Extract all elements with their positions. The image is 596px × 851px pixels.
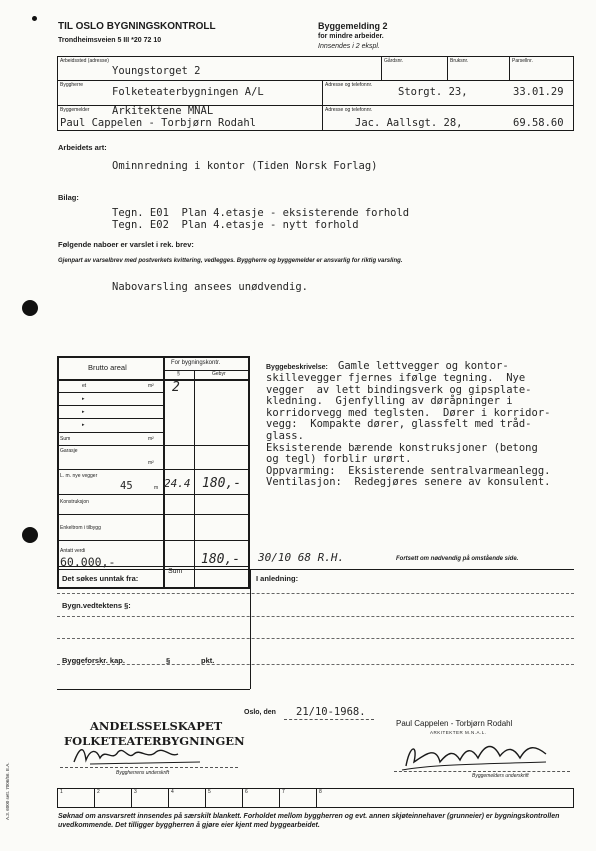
grid-cell-number: 6 [245,789,248,795]
description-label: Byggebeskrivelse: [266,364,328,371]
description-line: Eksisterende bærende konstruksjoner (betong [266,441,538,454]
work-value: Ominnredning i kontor (Tiden Norsk Forlag) [112,160,378,172]
bruksnr-label: Bruksnr. [450,58,469,64]
neighbors-notice: Gjenpart av varselbrev med postverkets kvittering, vedlegges. Byggherre og byggemelder er ansvarlig for riktig varsling. [58,258,403,264]
owner-address-label: Adresse og telefonnr. [325,82,373,88]
walls-paragraph: 24.4 [164,477,191,490]
grid-cell-number: 2 [97,789,100,795]
attachment-2: Tegn. E02 Plan 4.etasje - nytt forhold [112,219,359,231]
bottom-grid-cells [57,788,574,808]
approval-stamp: 30/10 68 R.H. [258,551,345,564]
punch-hole-top [22,300,38,316]
section-label: § [166,656,171,665]
parsellnr-label: Parsellnr. [512,58,533,64]
continue-note: Fortsett om nødvendig på omstående side. [396,556,519,562]
construction-label: Konstruksjon [60,499,89,505]
applicant-phone-value: 69.58.60 [513,117,564,129]
fees-header: For bygningskontr. [171,360,221,366]
owner-address-value: Storgt. 23, [398,86,468,98]
authority-address: Trondheimsveien 5 III *20 72 10 [58,37,162,44]
applicant-stamp: Paul Cappelen - Torbjørn Rodahl [396,719,513,728]
grid-cell-number: 4 [171,789,174,795]
planning-label: Byggeforskr. kap. [62,656,125,665]
grid-cell-number: 5 [208,789,211,795]
owner-signature-image [70,742,230,768]
neighbors-label: Følgende naboer er varslet i rek. brev: [58,240,194,249]
garage-label: Garasje [60,448,78,454]
total-fee: 180,- [201,552,241,567]
owner-label: Byggherre [60,82,84,88]
description-line: skillevegger fjernes ifølge tegning. Nye [266,372,526,384]
row2-marker: ▸ [82,396,85,402]
form-subtitle: for mindre arbeider. [318,33,384,40]
side-print: A.3. 6000 sett. 7006/56. E.A. [5,762,10,820]
applicant-signature-image [396,736,566,774]
row-et-label: et [82,383,87,389]
occasion-label: I anledning: [256,574,299,583]
owner-phone-value: 33.01.29 [513,86,564,98]
fee-row1-value: 2 [172,380,180,395]
description-line: vegger av lett bindingsverk og gipsplate- [266,383,532,396]
value-label: Antatt verdi [60,548,86,554]
fees-paragraph-header: § [177,371,180,377]
site-value: Youngstorget 2 [112,65,201,77]
grid-cell-number: 7 [282,789,285,795]
site-label: Arbeidssted (adresse) [60,58,109,64]
owner-stamp-line2: FOLKETEATERBYGNINGEN [64,734,245,748]
applicant-stamp-sub: ARKITEKTER M.N.A.L. [430,730,487,735]
row3-marker: ▸ [82,409,85,415]
applicant-line2: Paul Cappelen - Torbjørn Rodahl [60,117,256,129]
owner-value: Folketeaterbygningen A/L [112,86,264,98]
sum-label: Sum [60,436,71,442]
description-line: kledning. Gjenfylling av døråpninger i [266,395,513,408]
garage-m2-unit: m² [148,460,154,466]
applicant-address-label: Adresse og telefonnr. [325,107,373,113]
form-instruction: Innsendes i 2 ekspl. [318,43,380,50]
walls-label: L. m. nye vegger [60,473,98,479]
grid-cell-number: 1 [60,789,63,795]
footer-note: Søknad om ansvarsrett innsendes på særskilt blankett. Forholdet mellom byggherren og evt. annen skjøteinnehaver (grunneier) er bygningskontrollen uvedkommende. Det tilligger byggherren å gjøre eier kjent med byggearbeidet. [58,813,560,830]
attachment-1: Tegn. E01 Plan 4.etasje - eksisterende forhold [112,207,410,219]
point-label: pkt. [201,656,215,665]
value-amount: 60.000,- [60,555,116,569]
corner-dot [32,16,37,21]
grid-cell-number: 3 [134,789,137,795]
applicant-signature-label: Byggemelders underskrift [472,773,529,779]
grid-cell-number: 8 [319,789,322,795]
place-label: Oslo, den [244,709,276,716]
description-line: og tegl) forblir urørt. [266,453,412,466]
signature-date: 21/10-1968. [296,706,366,718]
sum-m2-unit: m² [148,436,154,442]
walls-value: 45 [120,480,133,492]
owner-stamp-line1: ANDELSSELSKAPET [90,719,223,733]
authority-name: TIL OSLO BYGNINGSKONTROLL [58,21,216,32]
description-line: korridorvegg med teglsten. Dører i korridor- [266,406,551,419]
applicant-line1: Arkitektene MNAL [112,105,214,117]
total-label: Sum [168,568,183,575]
description-line: Oppvarming: Eksisterende sentralvarmeanlegg. [266,464,551,477]
row-m2-unit: m² [148,383,154,389]
attachments-label: Bilag: [58,193,79,202]
owner-signature-label: Byggherrens underskrift [116,770,170,776]
walls-fee: 180,- [202,476,242,491]
description-line: glass. [266,430,304,442]
applicant-address-value: Jac. Aallsgt. 28, [355,117,463,129]
description-line: vegg: Kompakte dører, glassfelt med tråd- [266,418,532,431]
description-line: Ventilasjon: Redegjøres senere av konsulent. [266,476,551,489]
neighbors-value: Nabovarsling ansees unødvendig. [112,281,308,293]
work-label: Arbeidets art: [58,143,107,152]
gardsnr-label: Gårdsnr. [384,58,404,64]
row4-marker: ▸ [82,422,85,428]
brutto-area-header: Brutto areal [88,363,127,372]
description-line-1: Gamle lettvegger og kontor- [338,360,509,372]
applicant-label: Byggemelder [60,107,90,113]
regulation-label: Bygn.vedtektens §: [62,601,131,610]
form-title: Byggemelding 2 [318,21,388,31]
single-room-label: Enkeltrom i tilbygg [60,525,101,531]
exemptions-label: Det søkes unntak fra: [62,574,139,583]
fees-fee-header: Gebyr [212,371,226,377]
punch-hole-bottom [22,527,38,543]
walls-unit: m [154,485,159,491]
